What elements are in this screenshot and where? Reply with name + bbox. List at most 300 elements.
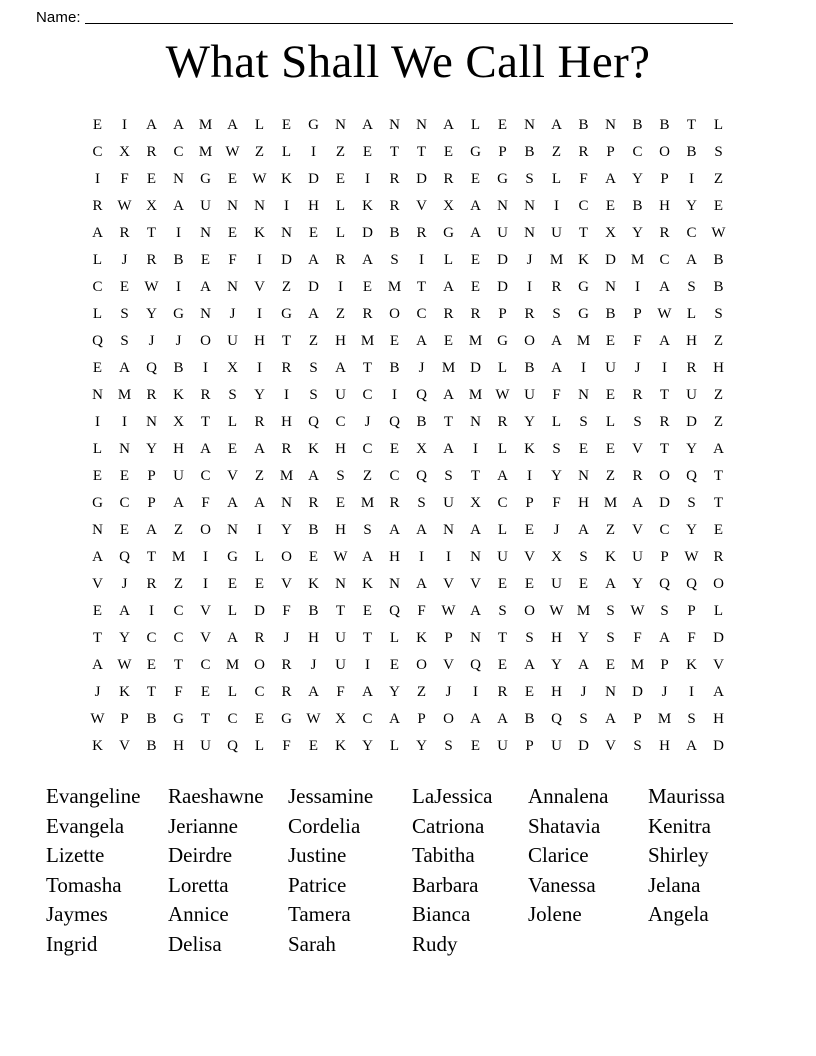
grid-cell[interactable]: L: [335, 198, 346, 214]
grid-cell[interactable]: U: [200, 198, 211, 214]
grid-cell[interactable]: E: [470, 171, 481, 187]
grid-cell[interactable]: A: [227, 630, 238, 646]
grid-cell[interactable]: Z: [713, 387, 724, 403]
grid-cell[interactable]: K: [308, 576, 319, 592]
grid-cell[interactable]: E: [119, 468, 130, 484]
grid-cell[interactable]: S: [714, 144, 723, 160]
grid-cell[interactable]: R: [254, 630, 265, 646]
grid-cell[interactable]: E: [443, 333, 454, 349]
grid-cell[interactable]: R: [362, 306, 373, 322]
grid-cell[interactable]: A: [443, 279, 454, 295]
grid-cell[interactable]: E: [254, 576, 265, 592]
grid-cell[interactable]: I: [122, 414, 127, 430]
grid-cell[interactable]: C: [389, 468, 400, 484]
word-list-item[interactable]: LaJessica: [412, 784, 493, 808]
word-list-item[interactable]: Lizette: [46, 843, 105, 867]
grid-cell[interactable]: N: [578, 468, 589, 484]
grid-cell[interactable]: B: [605, 306, 616, 322]
grid-cell[interactable]: L: [443, 252, 454, 268]
grid-cell[interactable]: J: [310, 657, 317, 673]
grid-cell[interactable]: R: [389, 171, 400, 187]
grid-cell[interactable]: U: [551, 576, 562, 592]
grid-cell[interactable]: N: [470, 549, 481, 565]
grid-cell[interactable]: V: [470, 576, 481, 592]
grid-cell[interactable]: G: [497, 333, 508, 349]
grid-cell[interactable]: I: [392, 387, 397, 403]
grid-cell[interactable]: I: [257, 306, 262, 322]
grid-cell[interactable]: C: [686, 225, 697, 241]
grid-cell[interactable]: H: [335, 333, 346, 349]
grid-cell[interactable]: X: [416, 441, 427, 457]
grid-cell[interactable]: H: [713, 360, 724, 376]
word-list-item[interactable]: Jelana: [648, 872, 701, 897]
grid-cell[interactable]: X: [605, 225, 616, 241]
grid-cell[interactable]: L: [227, 414, 238, 430]
grid-cell[interactable]: I: [446, 549, 451, 565]
grid-cell[interactable]: R: [389, 495, 400, 511]
grid-cell[interactable]: R: [335, 252, 346, 268]
grid-cell[interactable]: N: [335, 576, 346, 592]
grid-cell[interactable]: U: [551, 738, 562, 754]
grid-cell[interactable]: C: [92, 279, 103, 295]
grid-cell[interactable]: E: [227, 576, 238, 592]
grid-cell[interactable]: H: [335, 441, 346, 457]
grid-cell[interactable]: A: [227, 495, 238, 511]
word-list-item[interactable]: Maurissa: [648, 784, 725, 808]
grid-cell[interactable]: N: [470, 414, 481, 430]
grid-cell[interactable]: O: [281, 549, 292, 565]
grid-cell[interactable]: S: [714, 306, 723, 322]
grid-cell[interactable]: W: [657, 306, 672, 322]
grid-cell[interactable]: Y: [362, 738, 373, 754]
grid-cell[interactable]: R: [119, 225, 130, 241]
grid-cell[interactable]: E: [470, 738, 481, 754]
grid-cell[interactable]: L: [551, 414, 562, 430]
grid-cell[interactable]: A: [416, 576, 427, 592]
grid-cell[interactable]: N: [281, 495, 292, 511]
grid-cell[interactable]: E: [389, 441, 400, 457]
grid-cell[interactable]: A: [173, 198, 184, 214]
grid-cell[interactable]: E: [308, 225, 319, 241]
grid-cell[interactable]: K: [578, 252, 589, 268]
grid-cell[interactable]: A: [578, 657, 589, 673]
grid-cell[interactable]: E: [713, 522, 724, 538]
grid-cell[interactable]: K: [362, 576, 373, 592]
grid-cell[interactable]: U: [497, 225, 508, 241]
grid-cell[interactable]: E: [605, 333, 616, 349]
grid-cell[interactable]: J: [445, 684, 452, 700]
grid-cell[interactable]: H: [713, 711, 724, 727]
word-list-item[interactable]: Vanessa: [528, 872, 596, 897]
grid-cell[interactable]: X: [443, 198, 454, 214]
grid-cell[interactable]: I: [257, 360, 262, 376]
grid-cell[interactable]: W: [333, 549, 348, 565]
grid-cell[interactable]: R: [470, 306, 481, 322]
word-list-item[interactable]: Shatavia: [528, 813, 601, 838]
grid-cell[interactable]: A: [335, 360, 346, 376]
grid-cell[interactable]: A: [713, 684, 724, 700]
grid-cell[interactable]: Z: [173, 576, 184, 592]
grid-cell[interactable]: O: [659, 144, 670, 160]
grid-cell[interactable]: I: [662, 360, 667, 376]
grid-cell[interactable]: H: [335, 522, 346, 538]
grid-cell[interactable]: E: [497, 576, 508, 592]
grid-cell[interactable]: Y: [146, 306, 157, 322]
grid-cell[interactable]: O: [524, 333, 535, 349]
grid-cell[interactable]: A: [200, 441, 211, 457]
grid-cell[interactable]: Y: [119, 630, 130, 646]
grid-cell[interactable]: J: [148, 333, 155, 349]
grid-cell[interactable]: A: [227, 117, 238, 133]
grid-cell[interactable]: P: [660, 549, 669, 565]
grid-cell[interactable]: Z: [254, 468, 265, 484]
grid-cell[interactable]: G: [497, 171, 508, 187]
grid-cell[interactable]: M: [576, 333, 591, 349]
grid-cell[interactable]: A: [362, 117, 373, 133]
grid-cell[interactable]: A: [659, 333, 670, 349]
grid-cell[interactable]: E: [470, 252, 481, 268]
grid-cell[interactable]: Z: [713, 414, 724, 430]
grid-cell[interactable]: F: [282, 738, 291, 754]
grid-cell[interactable]: P: [660, 657, 669, 673]
grid-cell[interactable]: K: [605, 549, 616, 565]
grid-cell[interactable]: P: [525, 495, 534, 511]
grid-cell[interactable]: M: [387, 279, 402, 295]
grid-cell[interactable]: I: [311, 144, 316, 160]
grid-cell[interactable]: R: [659, 414, 670, 430]
grid-cell[interactable]: R: [200, 387, 211, 403]
grid-cell[interactable]: K: [524, 441, 535, 457]
grid-cell[interactable]: H: [173, 738, 184, 754]
word-list-item[interactable]: Bianca: [412, 902, 471, 926]
grid-cell[interactable]: F: [336, 684, 345, 700]
grid-cell[interactable]: R: [578, 144, 589, 160]
grid-cell[interactable]: E: [443, 144, 454, 160]
grid-cell[interactable]: S: [687, 711, 696, 727]
grid-cell[interactable]: Y: [254, 387, 265, 403]
grid-cell[interactable]: L: [92, 252, 103, 268]
grid-cell[interactable]: W: [144, 279, 159, 295]
grid-cell[interactable]: J: [175, 333, 182, 349]
grid-cell[interactable]: B: [659, 117, 670, 133]
grid-cell[interactable]: T: [362, 360, 373, 376]
word-list-item[interactable]: Justine: [288, 843, 347, 867]
grid-cell[interactable]: H: [281, 414, 292, 430]
grid-cell[interactable]: I: [95, 171, 100, 187]
grid-cell[interactable]: Y: [524, 414, 535, 430]
grid-cell[interactable]: A: [173, 117, 184, 133]
grid-cell[interactable]: L: [497, 441, 508, 457]
grid-cell[interactable]: T: [200, 711, 211, 727]
grid-cell[interactable]: K: [416, 630, 427, 646]
grid-cell[interactable]: K: [686, 657, 697, 673]
word-list-item[interactable]: Annice: [168, 902, 229, 926]
grid-cell[interactable]: P: [147, 468, 156, 484]
grid-cell[interactable]: Y: [146, 441, 157, 457]
grid-cell[interactable]: X: [227, 360, 238, 376]
grid-cell[interactable]: Q: [551, 711, 562, 727]
grid-cell[interactable]: I: [365, 657, 370, 673]
grid-cell[interactable]: I: [473, 684, 478, 700]
grid-cell[interactable]: B: [173, 252, 184, 268]
grid-cell[interactable]: U: [497, 738, 508, 754]
grid-cell[interactable]: E: [578, 441, 589, 457]
grid-cell[interactable]: O: [524, 603, 535, 619]
grid-cell[interactable]: D: [308, 279, 319, 295]
grid-cell[interactable]: K: [92, 738, 103, 754]
grid-cell[interactable]: S: [579, 414, 588, 430]
grid-cell[interactable]: R: [497, 414, 508, 430]
grid-cell[interactable]: Y: [632, 225, 643, 241]
grid-cell[interactable]: M: [441, 360, 456, 376]
grid-cell[interactable]: M: [603, 495, 618, 511]
grid-cell[interactable]: I: [176, 279, 181, 295]
grid-cell[interactable]: A: [416, 522, 427, 538]
grid-cell[interactable]: C: [578, 198, 589, 214]
name-write-in-rule[interactable]: [85, 23, 733, 24]
grid-cell[interactable]: A: [713, 441, 724, 457]
grid-cell[interactable]: R: [659, 225, 670, 241]
grid-cell[interactable]: J: [229, 306, 236, 322]
grid-cell[interactable]: V: [524, 549, 535, 565]
grid-cell[interactable]: N: [92, 387, 103, 403]
grid-cell[interactable]: J: [364, 414, 371, 430]
grid-cell[interactable]: B: [524, 360, 535, 376]
grid-cell[interactable]: D: [659, 495, 670, 511]
grid-cell[interactable]: Y: [281, 522, 292, 538]
grid-cell[interactable]: U: [227, 333, 238, 349]
word-list-item[interactable]: Raeshawne: [168, 784, 264, 808]
grid-cell[interactable]: S: [444, 468, 453, 484]
grid-cell[interactable]: E: [335, 171, 346, 187]
grid-cell[interactable]: T: [173, 657, 184, 673]
grid-cell[interactable]: B: [524, 711, 535, 727]
grid-cell[interactable]: G: [227, 549, 238, 565]
grid-cell[interactable]: N: [254, 198, 265, 214]
grid-cell[interactable]: I: [527, 468, 532, 484]
grid-cell[interactable]: C: [173, 603, 184, 619]
grid-cell[interactable]: B: [146, 711, 157, 727]
grid-cell[interactable]: C: [362, 711, 373, 727]
grid-cell[interactable]: O: [443, 711, 454, 727]
grid-cell[interactable]: Y: [632, 171, 643, 187]
grid-cell[interactable]: J: [283, 630, 290, 646]
grid-cell[interactable]: I: [284, 387, 289, 403]
grid-cell[interactable]: A: [686, 738, 697, 754]
grid-cell[interactable]: R: [281, 360, 292, 376]
grid-cell[interactable]: N: [497, 198, 508, 214]
grid-cell[interactable]: N: [119, 441, 130, 457]
grid-cell[interactable]: Q: [92, 333, 103, 349]
grid-cell[interactable]: E: [497, 117, 508, 133]
grid-cell[interactable]: J: [553, 522, 560, 538]
word-list-item[interactable]: Evangeline: [46, 784, 141, 808]
grid-cell[interactable]: E: [254, 711, 265, 727]
grid-cell[interactable]: S: [660, 603, 669, 619]
grid-cell[interactable]: N: [443, 522, 454, 538]
grid-cell[interactable]: T: [335, 603, 346, 619]
grid-cell[interactable]: G: [470, 144, 481, 160]
grid-cell[interactable]: V: [92, 576, 103, 592]
grid-cell[interactable]: O: [416, 657, 427, 673]
grid-cell[interactable]: Z: [605, 522, 616, 538]
grid-cell[interactable]: S: [390, 252, 399, 268]
grid-cell[interactable]: D: [362, 225, 373, 241]
grid-cell[interactable]: S: [606, 603, 615, 619]
grid-cell[interactable]: K: [281, 171, 292, 187]
grid-cell[interactable]: G: [308, 117, 319, 133]
grid-cell[interactable]: F: [174, 684, 183, 700]
grid-cell[interactable]: A: [659, 630, 670, 646]
grid-cell[interactable]: V: [713, 657, 724, 673]
grid-cell[interactable]: E: [335, 495, 346, 511]
grid-cell[interactable]: B: [308, 603, 319, 619]
grid-cell[interactable]: E: [524, 522, 535, 538]
grid-cell[interactable]: C: [146, 630, 157, 646]
grid-cell[interactable]: E: [713, 198, 724, 214]
grid-cell[interactable]: T: [146, 549, 157, 565]
grid-cell[interactable]: S: [579, 711, 588, 727]
grid-cell[interactable]: Y: [551, 657, 562, 673]
word-list-item[interactable]: Deirdre: [168, 843, 233, 867]
grid-cell[interactable]: C: [362, 441, 373, 457]
grid-cell[interactable]: L: [227, 684, 238, 700]
grid-cell[interactable]: Q: [416, 387, 427, 403]
grid-cell[interactable]: L: [92, 306, 103, 322]
grid-cell[interactable]: H: [578, 495, 589, 511]
grid-cell[interactable]: A: [173, 495, 184, 511]
grid-cell[interactable]: A: [524, 657, 535, 673]
grid-cell[interactable]: I: [419, 252, 424, 268]
grid-cell[interactable]: L: [254, 117, 265, 133]
grid-cell[interactable]: X: [335, 711, 346, 727]
grid-cell[interactable]: A: [254, 495, 265, 511]
word-list-item[interactable]: Evangela: [46, 813, 125, 838]
word-list-item[interactable]: Rudy: [412, 931, 458, 956]
grid-cell[interactable]: A: [416, 333, 427, 349]
grid-cell[interactable]: G: [281, 711, 292, 727]
grid-cell[interactable]: A: [362, 252, 373, 268]
grid-cell[interactable]: Y: [686, 522, 697, 538]
grid-cell[interactable]: K: [308, 441, 319, 457]
grid-cell[interactable]: R: [416, 225, 427, 241]
grid-cell[interactable]: D: [470, 360, 481, 376]
grid-cell[interactable]: I: [257, 252, 262, 268]
grid-cell[interactable]: E: [524, 684, 535, 700]
grid-cell[interactable]: E: [362, 279, 373, 295]
grid-cell[interactable]: A: [470, 225, 481, 241]
grid-cell[interactable]: A: [470, 522, 481, 538]
grid-cell[interactable]: M: [117, 387, 132, 403]
grid-cell[interactable]: S: [309, 387, 318, 403]
grid-cell[interactable]: U: [524, 387, 535, 403]
grid-cell[interactable]: N: [200, 225, 211, 241]
grid-cell[interactable]: N: [173, 171, 184, 187]
grid-cell[interactable]: H: [551, 630, 562, 646]
grid-cell[interactable]: I: [419, 549, 424, 565]
word-list-item[interactable]: Jerianne: [168, 813, 238, 838]
grid-cell[interactable]: T: [416, 279, 427, 295]
grid-cell[interactable]: S: [633, 738, 642, 754]
grid-cell[interactable]: D: [605, 252, 616, 268]
grid-cell[interactable]: O: [200, 333, 211, 349]
grid-cell[interactable]: E: [227, 441, 238, 457]
grid-cell[interactable]: O: [713, 576, 724, 592]
grid-cell[interactable]: H: [308, 630, 319, 646]
grid-cell[interactable]: T: [497, 630, 508, 646]
grid-cell[interactable]: H: [389, 549, 400, 565]
grid-cell[interactable]: I: [689, 684, 694, 700]
grid-cell[interactable]: W: [495, 387, 510, 403]
grid-cell[interactable]: P: [498, 144, 507, 160]
grid-cell[interactable]: A: [470, 711, 481, 727]
grid-cell[interactable]: O: [254, 657, 265, 673]
grid-cell[interactable]: U: [497, 549, 508, 565]
grid-cell[interactable]: G: [173, 306, 184, 322]
grid-cell[interactable]: Q: [389, 414, 400, 430]
grid-cell[interactable]: T: [713, 468, 724, 484]
grid-cell[interactable]: A: [362, 684, 373, 700]
grid-cell[interactable]: E: [227, 171, 238, 187]
grid-cell[interactable]: T: [362, 630, 373, 646]
grid-cell[interactable]: N: [605, 684, 616, 700]
grid-cell[interactable]: V: [416, 198, 427, 214]
grid-cell[interactable]: S: [336, 468, 345, 484]
grid-cell[interactable]: O: [659, 468, 670, 484]
grid-cell[interactable]: A: [146, 522, 157, 538]
grid-cell[interactable]: G: [578, 279, 589, 295]
grid-cell[interactable]: V: [443, 576, 454, 592]
grid-cell[interactable]: X: [146, 198, 157, 214]
word-list-item[interactable]: Tomasha: [46, 872, 122, 897]
grid-cell[interactable]: V: [605, 738, 616, 754]
grid-cell[interactable]: C: [497, 495, 508, 511]
grid-cell[interactable]: R: [146, 387, 157, 403]
grid-cell[interactable]: E: [92, 603, 103, 619]
grid-cell[interactable]: L: [254, 549, 265, 565]
grid-cell[interactable]: H: [659, 738, 670, 754]
grid-cell[interactable]: Q: [686, 576, 697, 592]
grid-cell[interactable]: J: [634, 360, 641, 376]
grid-cell[interactable]: E: [605, 657, 616, 673]
grid-cell[interactable]: K: [362, 198, 373, 214]
grid-cell[interactable]: U: [632, 549, 643, 565]
grid-cell[interactable]: A: [254, 441, 265, 457]
grid-cell[interactable]: I: [257, 522, 262, 538]
grid-cell[interactable]: Y: [686, 441, 697, 457]
grid-cell[interactable]: B: [632, 117, 643, 133]
grid-cell[interactable]: R: [254, 414, 265, 430]
grid-cell[interactable]: A: [605, 576, 616, 592]
grid-cell[interactable]: E: [362, 144, 373, 160]
grid-cell[interactable]: G: [578, 306, 589, 322]
grid-cell[interactable]: A: [443, 117, 454, 133]
grid-cell[interactable]: Y: [389, 684, 400, 700]
grid-cell[interactable]: A: [605, 171, 616, 187]
grid-cell[interactable]: E: [362, 603, 373, 619]
grid-cell[interactable]: W: [90, 711, 105, 727]
grid-cell[interactable]: S: [525, 171, 534, 187]
grid-cell[interactable]: E: [308, 738, 319, 754]
grid-cell[interactable]: L: [497, 360, 508, 376]
grid-cell[interactable]: S: [579, 549, 588, 565]
grid-cell[interactable]: F: [120, 171, 129, 187]
word-list-item[interactable]: Jaymes: [46, 902, 108, 926]
grid-cell[interactable]: I: [338, 279, 343, 295]
grid-cell[interactable]: R: [146, 144, 157, 160]
grid-cell[interactable]: F: [201, 495, 210, 511]
grid-cell[interactable]: C: [173, 630, 184, 646]
